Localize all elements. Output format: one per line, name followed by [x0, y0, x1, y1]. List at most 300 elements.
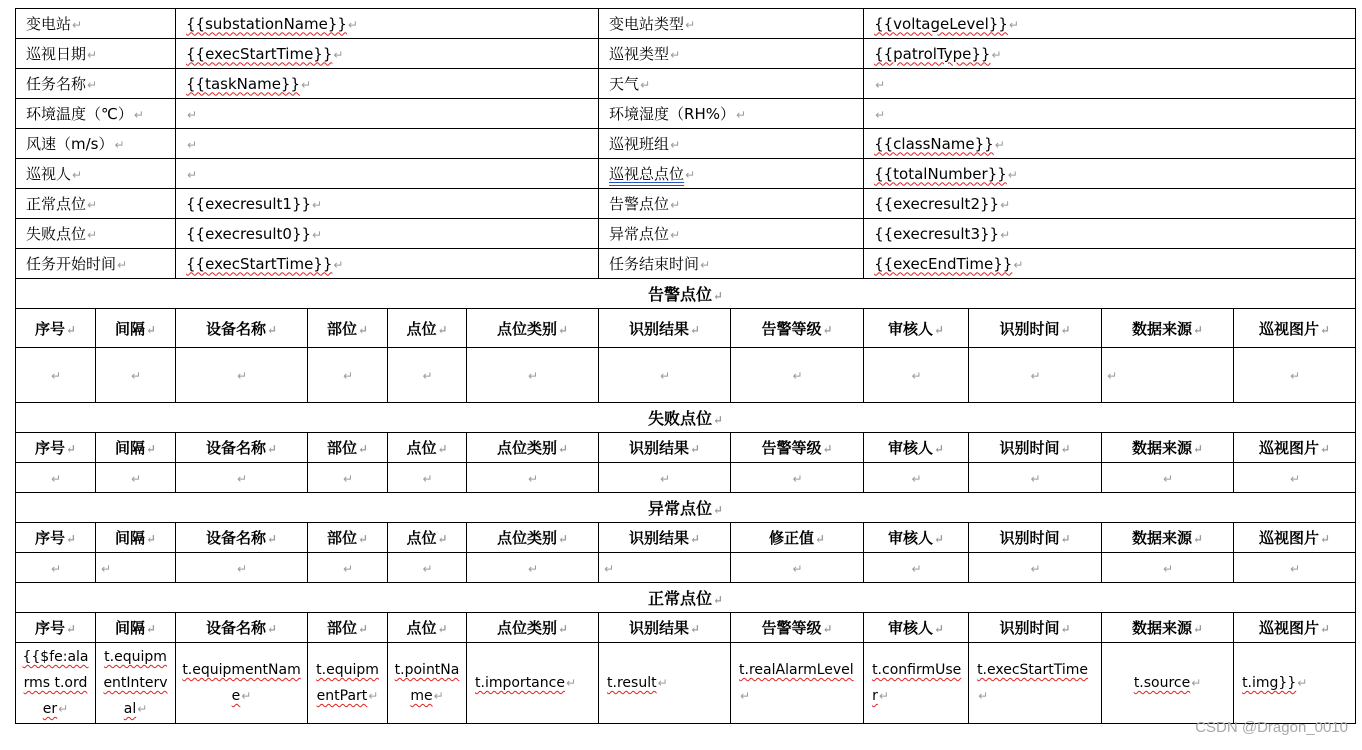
table-cell[interactable] [1102, 463, 1234, 493]
paragraph-mark-icon: ↵ [1163, 471, 1174, 486]
column-header-text: 识别时间 [999, 529, 1060, 547]
column-header-text: 识别结果 [629, 439, 690, 457]
paragraph-mark-icon: ↵ [1000, 227, 1011, 242]
column-header-text: 间隔 [114, 619, 145, 637]
paragraph-mark-icon: ↵ [357, 622, 369, 636]
paragraph-mark-icon: ↵ [822, 442, 833, 456]
table-cell[interactable] [969, 348, 1102, 403]
column-header-text: 修正值 [769, 529, 815, 547]
info-label-text: 变电站类型 [609, 15, 685, 33]
info-value-text: {{execresult1}} [186, 194, 312, 213]
paragraph-mark-icon: ↵ [1320, 532, 1331, 546]
info-label [599, 159, 864, 189]
table-row [16, 463, 1356, 493]
paragraph-mark-icon: ↵ [1193, 532, 1204, 546]
paragraph-mark-icon: ↵ [50, 369, 62, 383]
column-header [388, 433, 467, 463]
table-cell[interactable] [176, 553, 308, 583]
paragraph-mark-icon: ↵ [130, 369, 142, 383]
paragraph-mark-icon: ↵ [1193, 322, 1204, 337]
table-cell[interactable] [864, 643, 969, 724]
table-cell[interactable] [599, 553, 731, 583]
table-cell[interactable] [16, 463, 96, 493]
column-header-text: 巡视图片 [1259, 619, 1320, 637]
info-row [16, 99, 1356, 129]
info-value[interactable] [176, 39, 599, 69]
info-label [16, 39, 176, 69]
paragraph-mark-icon: ↵ [422, 561, 433, 576]
paragraph-mark-icon: ↵ [670, 138, 681, 152]
paragraph-mark-icon: ↵ [101, 561, 112, 576]
column-header [1102, 523, 1234, 553]
paragraph-mark-icon: ↵ [713, 593, 724, 607]
table-cell[interactable] [96, 348, 176, 403]
info-label [599, 219, 864, 249]
column-header-text: 点位类别 [496, 439, 557, 457]
column-header [864, 523, 969, 553]
paragraph-mark-icon: ↵ [792, 369, 803, 383]
column-header [308, 309, 388, 348]
info-value-text: {{execEndTime}} [874, 254, 1013, 273]
table-cell[interactable] [467, 553, 599, 583]
table-cell[interactable] [969, 463, 1102, 493]
header-row [16, 433, 1356, 463]
info-value[interactable] [864, 189, 1356, 219]
info-value[interactable] [864, 69, 1356, 99]
table-cell-text: t.equipmentInterval [103, 649, 168, 717]
table-cell[interactable] [599, 463, 731, 493]
table-cell[interactable] [308, 463, 388, 493]
info-value[interactable] [864, 159, 1356, 189]
paragraph-mark-icon: ↵ [934, 622, 945, 636]
info-value[interactable] [176, 9, 599, 39]
paragraph-mark-icon: ↵ [187, 137, 198, 152]
table-cell-text: t.pointName [394, 662, 460, 704]
paragraph-mark-icon: ↵ [700, 258, 711, 272]
paragraph-mark-icon: ↵ [1030, 369, 1041, 383]
paragraph-mark-icon: ↵ [87, 78, 98, 92]
column-header-text: 点位类别 [496, 529, 557, 547]
column-header [96, 613, 176, 643]
info-row [16, 159, 1356, 189]
paragraph-mark-icon: ↵ [565, 676, 577, 690]
info-row [16, 189, 1356, 219]
paragraph-mark-icon: ↵ [528, 561, 539, 576]
column-header [467, 613, 599, 643]
column-header [1234, 613, 1356, 643]
info-label [599, 9, 864, 39]
info-value[interactable] [176, 69, 599, 99]
table-cell[interactable] [176, 643, 308, 724]
table-cell[interactable] [1102, 348, 1234, 403]
paragraph-mark-icon: ↵ [422, 369, 433, 383]
info-label-text: 环境温度（℃） [26, 105, 133, 123]
paragraph-mark-icon: ↵ [934, 442, 945, 456]
paragraph-mark-icon: ↵ [878, 689, 889, 703]
column-header-text: 点位 [406, 319, 437, 338]
table-cell[interactable] [16, 643, 96, 724]
info-label [16, 129, 176, 159]
table-cell-text: t.confirmUser [872, 662, 962, 704]
column-header [96, 309, 176, 348]
paragraph-mark-icon: ↵ [357, 322, 369, 337]
table-cell[interactable] [1234, 553, 1356, 583]
column-header [16, 613, 96, 643]
info-label-text: 巡视类型 [609, 45, 670, 63]
info-label [16, 159, 176, 189]
column-header-text: 设备名称 [205, 529, 266, 547]
paragraph-mark-icon: ↵ [145, 622, 157, 636]
paragraph-mark-icon: ↵ [87, 198, 98, 212]
info-label [599, 249, 864, 279]
info-label [16, 189, 176, 219]
info-value[interactable] [176, 99, 599, 129]
info-value-text: {{execStartTime}} [186, 44, 333, 63]
info-row [16, 249, 1356, 279]
paragraph-mark-icon: ↵ [558, 622, 569, 636]
info-value-text: {{className}} [874, 134, 994, 153]
column-header [731, 613, 864, 643]
paragraph-mark-icon: ↵ [604, 561, 615, 576]
column-header-text: 巡视图片 [1259, 439, 1320, 457]
paragraph-mark-icon: ↵ [1290, 369, 1301, 383]
table-cell[interactable] [388, 553, 467, 583]
column-header [1102, 433, 1234, 463]
info-value-text: {{substationName}} [186, 14, 347, 33]
table-cell[interactable] [1234, 643, 1356, 724]
table-cell[interactable] [388, 463, 467, 493]
table-cell[interactable] [969, 643, 1102, 724]
paragraph-mark-icon: ↵ [1060, 442, 1071, 456]
column-header-text: 识别时间 [999, 619, 1060, 637]
info-label-text: 变电站 [26, 15, 72, 33]
paragraph-mark-icon: ↵ [236, 369, 248, 383]
column-header [1234, 523, 1356, 553]
table-cell[interactable] [96, 553, 176, 583]
paragraph-mark-icon: ↵ [65, 532, 77, 546]
info-label-text: 异常点位 [609, 225, 670, 243]
paragraph-mark-icon: ↵ [437, 322, 448, 337]
section-abnormal [16, 493, 1356, 523]
paragraph-mark-icon: ↵ [1297, 676, 1308, 690]
column-header-text: 点位类别 [496, 619, 557, 637]
column-header [176, 523, 308, 553]
table-cell[interactable] [308, 553, 388, 583]
paragraph-mark-icon: ↵ [1060, 622, 1071, 636]
table-cell[interactable] [308, 348, 388, 403]
info-row [16, 9, 1356, 39]
paragraph-mark-icon: ↵ [875, 107, 886, 122]
column-header [467, 433, 599, 463]
column-header [731, 309, 864, 348]
section-title [16, 583, 1356, 613]
paragraph-mark-icon: ↵ [50, 471, 62, 486]
column-header-text: 告警等级 [761, 439, 822, 457]
paragraph-mark-icon: ↵ [1007, 167, 1018, 182]
info-label-text: 风速（m/s） [26, 135, 114, 153]
column-header [308, 523, 388, 553]
info-row [16, 69, 1356, 99]
paragraph-mark-icon: ↵ [528, 369, 539, 383]
table-cell[interactable] [16, 553, 96, 583]
info-value-text: {{execresult3}} [874, 224, 1000, 243]
column-header-text: 设备名称 [205, 619, 266, 637]
column-header-text: 告警等级 [761, 619, 822, 637]
paragraph-mark-icon: ↵ [236, 561, 248, 576]
paragraph-mark-icon: ↵ [670, 48, 681, 62]
column-header-text: 识别时间 [999, 439, 1060, 457]
table-cell[interactable] [467, 463, 599, 493]
column-header [467, 309, 599, 348]
paragraph-mark-icon: ↵ [65, 442, 77, 456]
paragraph-mark-icon: ↵ [187, 107, 198, 122]
table-cell-text: t.importance [475, 675, 565, 691]
table-cell[interactable] [731, 463, 864, 493]
section-failed [16, 403, 1356, 433]
column-header-text: 数据来源 [1132, 319, 1193, 338]
paragraph-mark-icon: ↵ [792, 561, 803, 576]
table-cell[interactable] [467, 643, 599, 724]
info-label-text: 巡视日期 [26, 45, 87, 63]
info-label-text: 正常点位 [26, 195, 87, 213]
paragraph-mark-icon: ↵ [1290, 471, 1301, 486]
column-header [467, 523, 599, 553]
column-header [308, 613, 388, 643]
table-cell[interactable] [176, 348, 308, 403]
table-cell[interactable] [176, 463, 308, 493]
info-label [16, 219, 176, 249]
paragraph-mark-icon: ↵ [342, 471, 354, 486]
table-cell[interactable] [1102, 643, 1234, 724]
info-label [16, 99, 176, 129]
info-row [16, 39, 1356, 69]
info-label-text: 巡视班组 [609, 135, 670, 153]
column-header-text: 审核人 [888, 439, 934, 457]
column-header-text: 部位 [326, 529, 357, 547]
column-header-text: 告警等级 [761, 319, 822, 338]
paragraph-mark-icon: ↵ [1193, 622, 1204, 636]
info-row [16, 219, 1356, 249]
paragraph-mark-icon: ↵ [1107, 369, 1118, 383]
table-cell[interactable] [599, 643, 731, 724]
table-cell[interactable] [388, 643, 467, 724]
column-header [969, 523, 1102, 553]
info-value[interactable] [864, 39, 1356, 69]
info-value[interactable] [864, 129, 1356, 159]
column-header-text: 巡视图片 [1259, 319, 1320, 338]
column-header-text: 设备名称 [205, 439, 266, 457]
table-row [16, 553, 1356, 583]
column-header [96, 433, 176, 463]
info-value[interactable] [176, 159, 599, 189]
paragraph-mark-icon: ↵ [50, 561, 62, 576]
table-cell[interactable] [864, 553, 969, 583]
table-cell[interactable] [864, 463, 969, 493]
paragraph-mark-icon: ↵ [241, 689, 252, 703]
paragraph-mark-icon: ↵ [65, 322, 77, 337]
section-title-text: 异常点位 [648, 499, 713, 518]
paragraph-mark-icon: ↵ [301, 77, 312, 92]
paragraph-mark-icon: ↵ [822, 322, 833, 337]
column-header [1102, 309, 1234, 348]
paragraph-mark-icon: ↵ [1320, 322, 1331, 337]
column-header-text: 设备名称 [205, 319, 266, 338]
column-header [599, 613, 731, 643]
paragraph-mark-icon: ↵ [342, 561, 354, 576]
column-header-text: 巡视图片 [1259, 529, 1320, 547]
paragraph-mark-icon: ↵ [792, 471, 803, 486]
column-header-text: 识别时间 [999, 319, 1060, 338]
paragraph-mark-icon: ↵ [657, 676, 668, 690]
info-label-text: 巡视总点位 [609, 165, 685, 183]
info-value[interactable] [176, 219, 599, 249]
paragraph-mark-icon: ↵ [558, 442, 569, 456]
column-header [969, 613, 1102, 643]
paragraph-mark-icon: ↵ [875, 77, 886, 92]
table-cell[interactable] [599, 348, 731, 403]
info-value-text: {{execresult0}} [186, 224, 312, 243]
paragraph-mark-icon: ↵ [266, 442, 278, 456]
paragraph-mark-icon: ↵ [685, 18, 696, 32]
table-cell[interactable] [864, 348, 969, 403]
column-header [864, 433, 969, 463]
info-value[interactable] [864, 99, 1356, 129]
column-header-text: 间隔 [114, 529, 145, 547]
column-header-text: 序号 [34, 619, 65, 637]
paragraph-mark-icon: ↵ [690, 622, 701, 636]
column-header-text: 部位 [326, 439, 357, 457]
paragraph-mark-icon: ↵ [685, 168, 696, 182]
column-header [16, 433, 96, 463]
paragraph-mark-icon: ↵ [822, 622, 833, 636]
column-header [731, 433, 864, 463]
table-cell-text: t.result [607, 675, 657, 691]
info-label-text: 任务结束时间 [609, 255, 700, 273]
column-header [1102, 613, 1234, 643]
paragraph-mark-icon: ↵ [333, 47, 344, 62]
column-header [599, 433, 731, 463]
paragraph-mark-icon: ↵ [145, 322, 157, 337]
paragraph-mark-icon: ↵ [740, 689, 751, 703]
table-cell[interactable] [308, 643, 388, 724]
paragraph-mark-icon: ↵ [137, 702, 148, 716]
info-value[interactable] [176, 189, 599, 219]
table-cell[interactable] [467, 348, 599, 403]
paragraph-mark-icon: ↵ [437, 622, 448, 636]
column-header [969, 309, 1102, 348]
table-cell[interactable] [1102, 553, 1234, 583]
header-row [16, 309, 1356, 348]
table-cell[interactable] [731, 643, 864, 724]
paragraph-mark-icon: ↵ [1320, 442, 1331, 456]
info-value[interactable] [864, 9, 1356, 39]
paragraph-mark-icon: ↵ [1000, 197, 1011, 212]
column-header [176, 309, 308, 348]
column-header-text: 部位 [326, 319, 357, 338]
table-cell[interactable] [969, 553, 1102, 583]
info-value[interactable] [176, 249, 599, 279]
info-label-text: 天气 [609, 75, 640, 93]
info-label-text: 任务开始时间 [26, 255, 117, 273]
paragraph-mark-icon: ↵ [934, 322, 945, 337]
column-header-text: 审核人 [888, 319, 934, 338]
column-header-text: 审核人 [888, 619, 934, 637]
template-row [16, 643, 1356, 724]
column-header [308, 433, 388, 463]
info-value-text: {{execStartTime}} [186, 254, 333, 273]
table-cell-text: t.img}} [1242, 675, 1297, 691]
column-header [388, 523, 467, 553]
paragraph-mark-icon: ↵ [347, 17, 358, 32]
paragraph-mark-icon: ↵ [72, 168, 83, 182]
column-header [176, 613, 308, 643]
section-title-text: 告警点位 [648, 285, 713, 304]
table-cell[interactable] [96, 643, 176, 724]
column-header-text: 数据来源 [1132, 529, 1193, 547]
table-cell-text: t.equipmentName [182, 662, 301, 704]
paragraph-mark-icon: ↵ [312, 227, 323, 242]
paragraph-mark-icon: ↵ [1008, 17, 1019, 32]
paragraph-mark-icon: ↵ [911, 471, 922, 486]
column-header-text: 识别结果 [629, 319, 690, 338]
paragraph-mark-icon: ↵ [1320, 622, 1331, 636]
paragraph-mark-icon: ↵ [187, 167, 198, 182]
paragraph-mark-icon: ↵ [58, 702, 69, 716]
column-header [96, 523, 176, 553]
table-cell[interactable] [96, 463, 176, 493]
table-cell[interactable] [1234, 463, 1356, 493]
paragraph-mark-icon: ↵ [934, 532, 945, 546]
table-cell[interactable] [388, 348, 467, 403]
patrol-report-table [15, 8, 1356, 724]
column-header [16, 523, 96, 553]
info-label [599, 99, 864, 129]
column-header [16, 309, 96, 348]
table-cell-text: t.source [1133, 675, 1191, 691]
info-value[interactable] [176, 129, 599, 159]
table-cell-text: t.realAlarmLevel [739, 662, 854, 678]
column-header-text: 审核人 [888, 529, 934, 547]
info-label [16, 69, 176, 99]
table-cell-text: {{$fe:alarms t.order [22, 649, 89, 717]
table-cell[interactable] [731, 553, 864, 583]
section-title [16, 403, 1356, 433]
paragraph-mark-icon: ↵ [1060, 322, 1071, 337]
table-cell[interactable] [1234, 348, 1356, 403]
paragraph-mark-icon: ↵ [640, 78, 651, 92]
paragraph-mark-icon: ↵ [266, 622, 278, 636]
paragraph-mark-icon: ↵ [342, 369, 354, 383]
info-value-text: {{taskName}} [186, 74, 301, 93]
column-header-text: 序号 [34, 529, 65, 547]
info-value[interactable] [864, 219, 1356, 249]
info-label [599, 69, 864, 99]
info-label [16, 249, 176, 279]
column-header [1234, 309, 1356, 348]
info-value[interactable] [864, 249, 1356, 279]
info-label-text: 失败点位 [26, 225, 87, 243]
table-row [16, 348, 1356, 403]
info-label [599, 39, 864, 69]
table-cell[interactable] [731, 348, 864, 403]
table-cell[interactable] [16, 348, 96, 403]
paragraph-mark-icon: ↵ [87, 48, 98, 62]
paragraph-mark-icon: ↵ [991, 47, 1002, 62]
paragraph-mark-icon: ↵ [433, 689, 444, 703]
paragraph-mark-icon: ↵ [87, 228, 98, 242]
section-title [16, 279, 1356, 309]
paragraph-mark-icon: ↵ [670, 198, 681, 212]
